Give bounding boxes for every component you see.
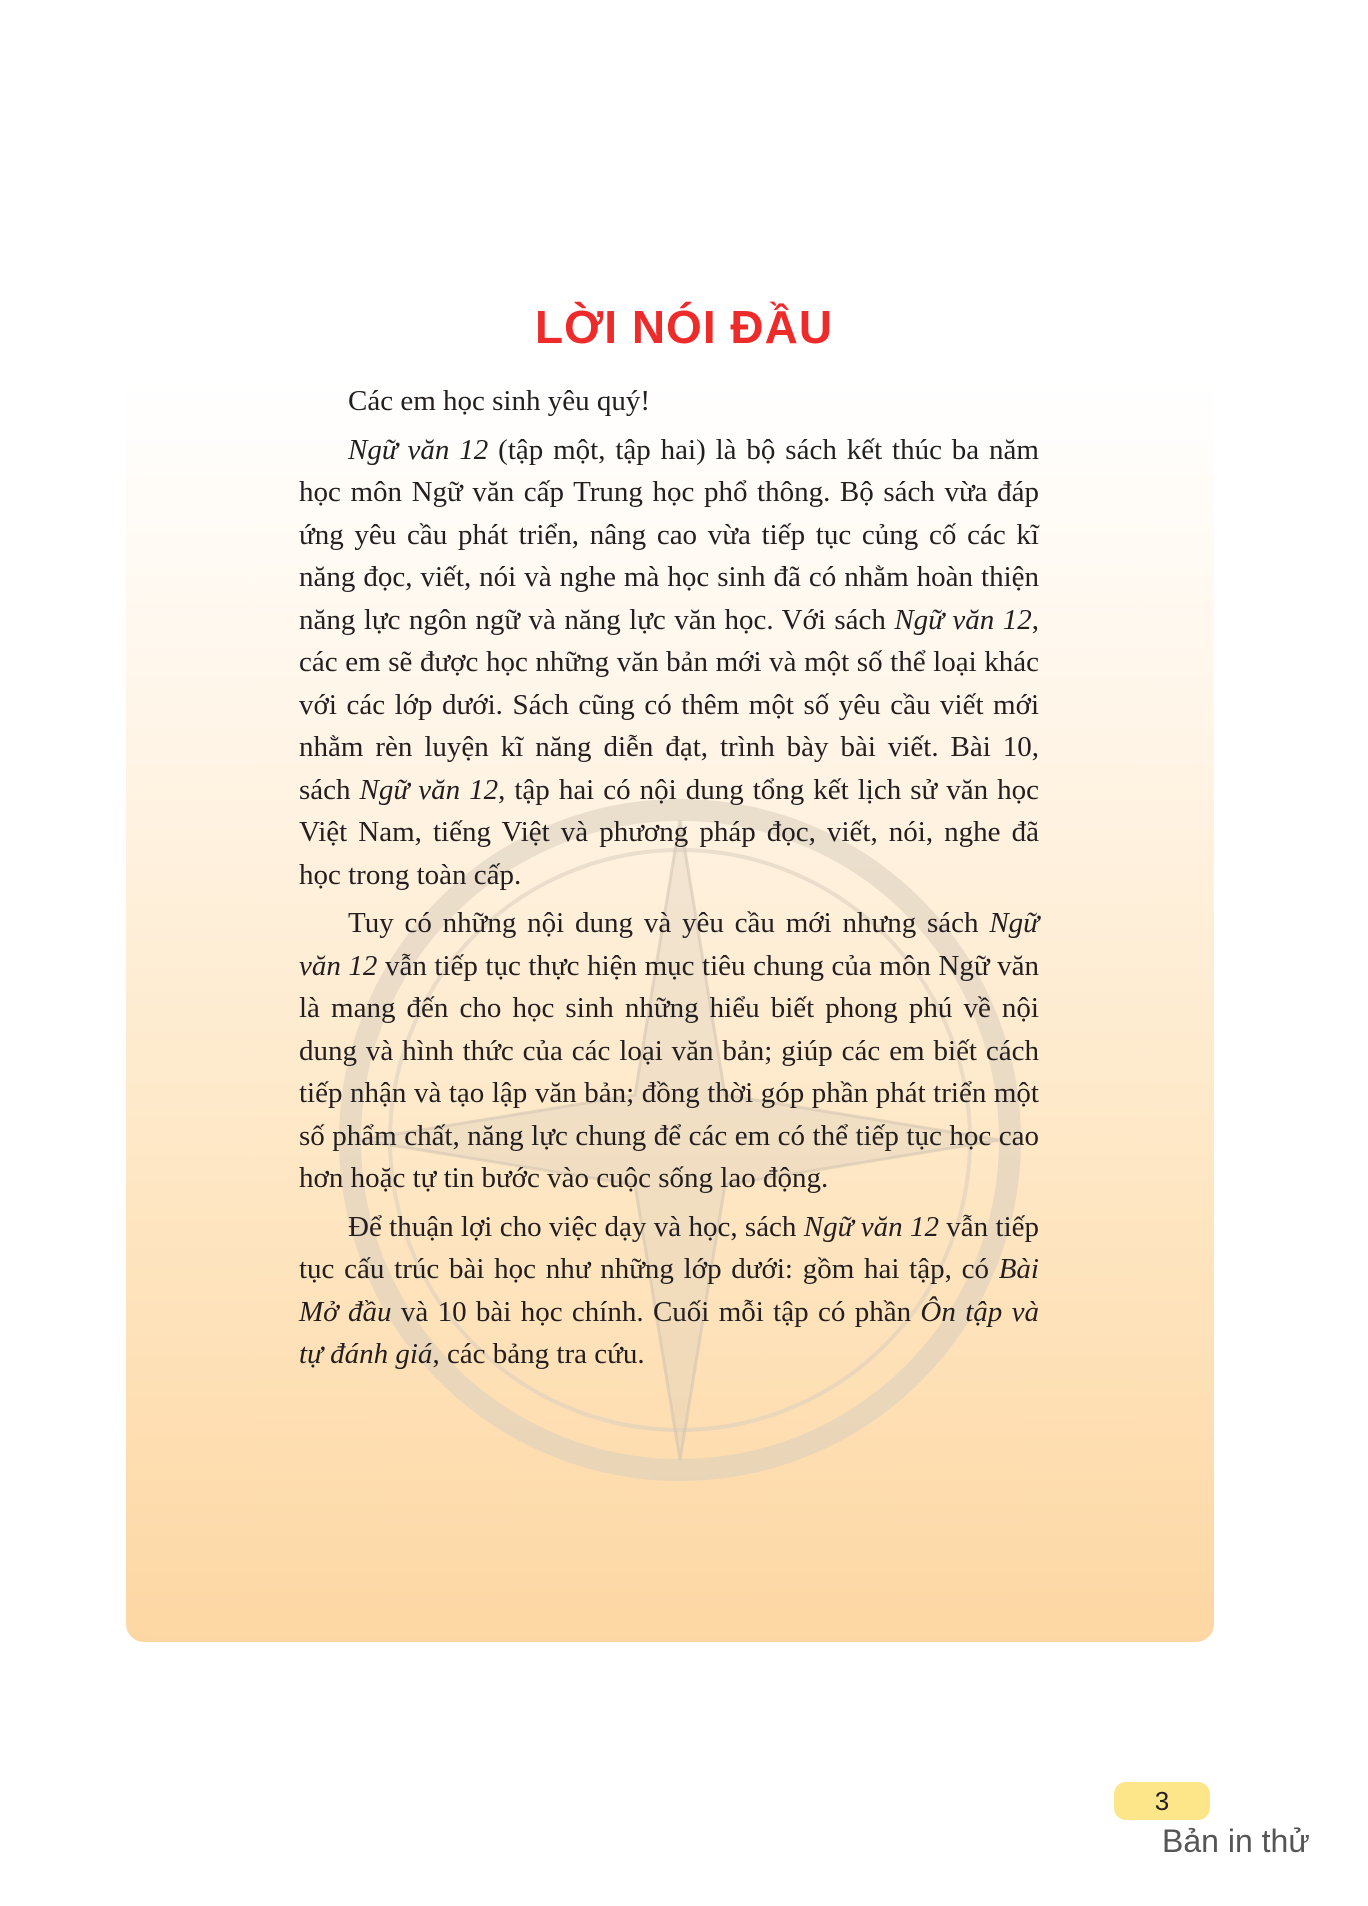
paragraph-1 [299,429,1039,897]
text-span: vẫn tiếp tục cấu trúc bài học như những lớp dưới: gồm hai tập, có [299,1210,1039,1285]
paragraph-2 [299,902,1039,1200]
text-span: Tuy có những nội dung và yêu cầu mới nhưng sách [348,907,990,939]
preface-body [299,380,1039,1382]
print-proof-label: Bản in thử [1162,1823,1310,1859]
text-span: Để thuận lợi cho việc dạy và học, sách [348,1210,804,1243]
book-title: Ngữ văn 12 [359,773,499,806]
page-title: LỜI NÓI ĐẦU [534,301,834,353]
paragraph-3 [299,1206,1039,1376]
book-title: Ngữ văn 12 [299,907,1039,982]
text-span: và 10 bài học chính. Cuối mỗi tập có phần [391,1295,921,1328]
page-number-badge: 3 [1114,1782,1210,1820]
book-title: Ngữ văn 12 [803,1210,939,1243]
text-span: , các em sẽ được học những văn bản mới và một số thể loại khác với các lớp dưới. Sách cũng có thêm một số yêu cầu viết mới nhằm rèn luyện kĩ năng diễn đạt, trình bày bài viết. Bài 10, sách [299,603,1039,806]
greeting-paragraph: Các em học sinh yêu quý! [348,385,651,417]
book-title: Ngữ văn 12 [894,603,1032,636]
book-title: Ngữ văn 12 [348,433,489,466]
text-span: , tập hai có nội dung tổng kết lịch sử văn học Việt Nam, tiếng Việt và phương pháp đọc, viết, nói, nghe đã học trong toàn cấp. [299,773,1039,891]
text-span: , các bảng tra cứu. [432,1338,645,1370]
text-span: vẫn tiếp tục thực hiện mục tiêu chung của môn Ngữ văn là mang đến cho học sinh những hiểu biết phong phú về nội dung và hình thức của các loại văn bản; giúp các em biết cách tiếp nhận và tạo lập văn bản; đồng thời góp phần phát triển một số phẩm chất, năng lực chung để các em có thể tiếp tục học cao hơn hoặc tự tin bước vào cuộc sống lao động. [299,949,1039,1194]
lesson-title: Bài Mở đầu [299,1253,1039,1328]
review-title: Ôn tập và tự đánh giá [299,1295,1039,1370]
text-span: (tập một, tập hai) là bộ sách kết thúc ba năm học môn Ngữ văn cấp Trung học phổ thông. Bộ sách vừa đáp ứng yêu cầu phát triển, nâng cao vừa tiếp tục củng cố các kĩ năng đọc, viết, nói và nghe mà học sinh đã có nhằm hoàn thiện năng lực ngôn ngữ và năng lực văn học. Với sách [299,433,1039,636]
